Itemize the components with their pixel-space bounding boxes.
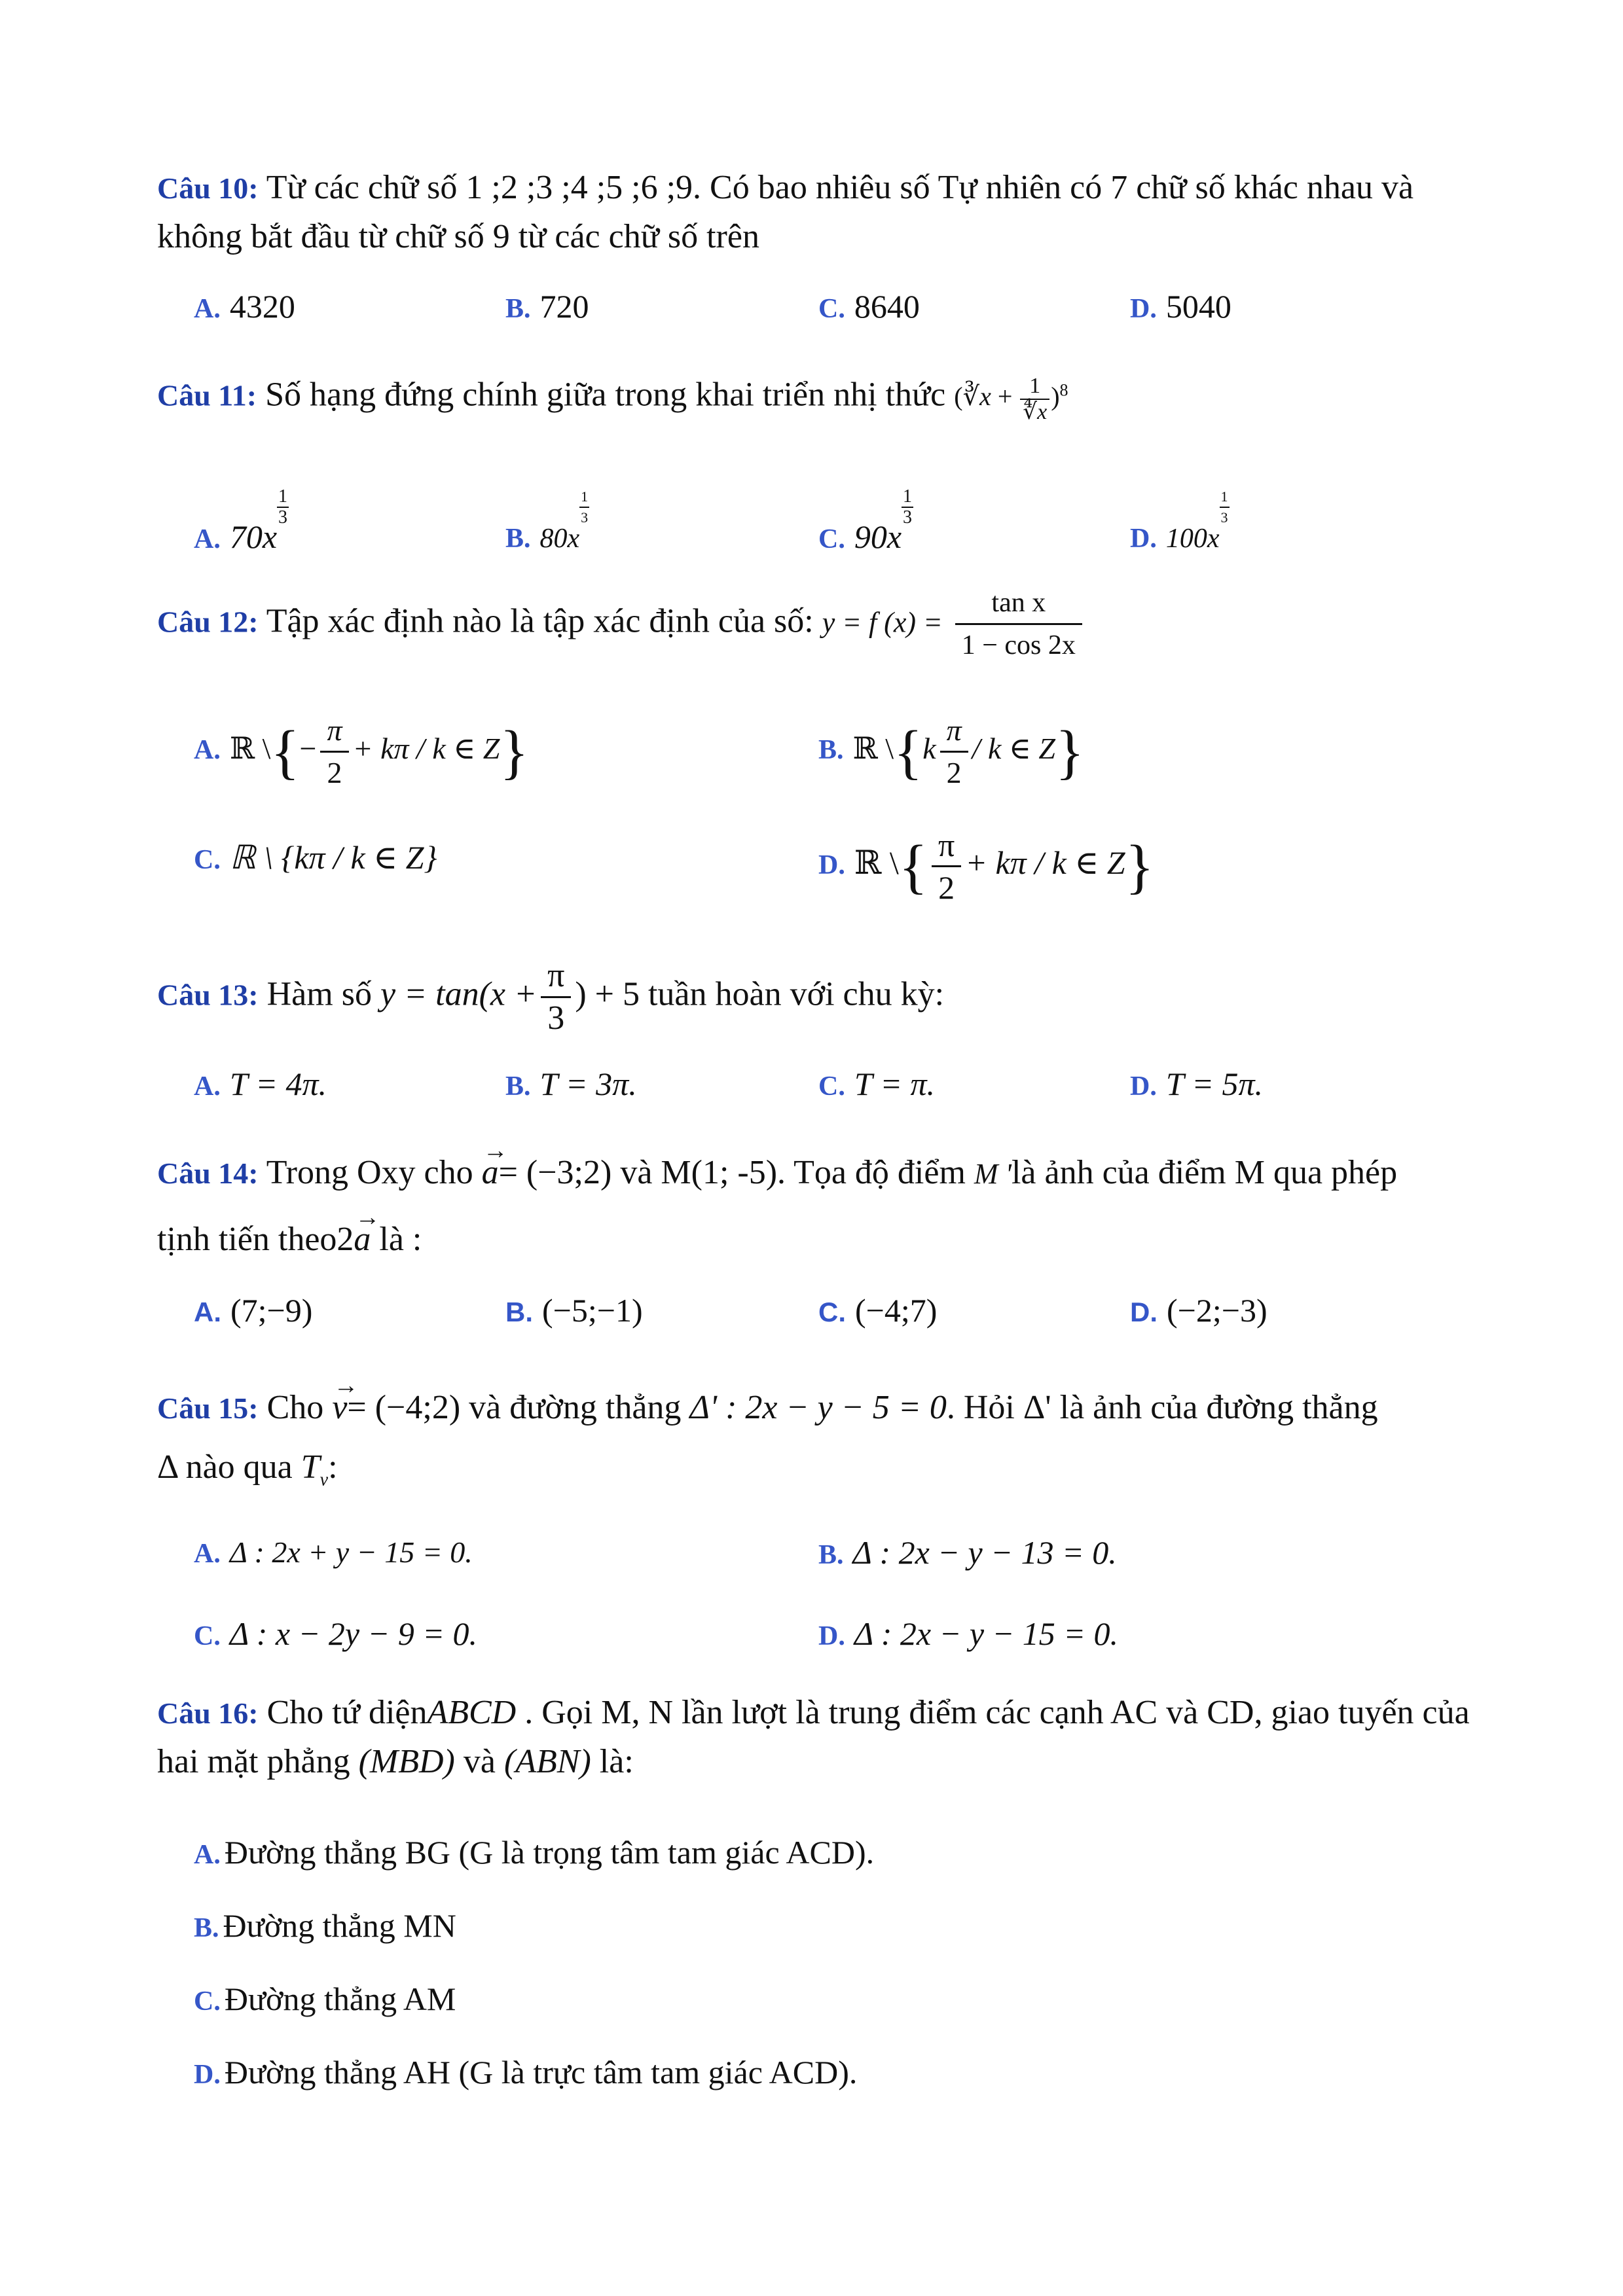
option-b: B. 80x $\frac{1}{3}$ [505, 488, 589, 554]
vector-v: → v [332, 1372, 359, 1426]
option-a: A. (7;−9) [194, 1292, 313, 1329]
option-d: D. Đường thẳng AH (G là trực tâm tam giác ACD). [194, 2054, 858, 2090]
option-d: D. 5040 [1130, 288, 1231, 325]
option-a: A. Đường thẳng BG (G là trọng tâm tam giác ACD). [194, 1834, 875, 1871]
option-a: A. Δ : 2x + y − 15 = 0. [194, 1535, 473, 1569]
question-text: Tập xác định nào là tập xác định của số: [266, 602, 814, 640]
question-label: Câu 14: [157, 1157, 259, 1190]
question-label: Câu 11: [157, 378, 257, 412]
question-label: Câu 12: [157, 605, 259, 639]
option-a: A. 70x $\frac{1}{3}$ [194, 486, 288, 555]
option-c: C. 90x $\frac{1}{3}$ [818, 486, 913, 555]
option-b: B. (−5;−1) [505, 1292, 643, 1329]
option-c: C. T = π. [818, 1066, 936, 1102]
question-15: Câu 15: Cho → v= (−4;2) và đường thẳng Δ' : 2x − y − 5 = 0. Hỏi Δ' là ảnh của đường thẳng Δ nào qua $T_v$: [157, 1372, 1378, 1490]
option-b: B. Đường thẳng MN [194, 1907, 456, 1944]
option-c: C. (−4;7) [818, 1292, 938, 1329]
option-c: C. Đường thẳng AM [194, 1981, 456, 2017]
question-text: Từ các chữ số 1 ;2 ;3 ;4 ;5 ;6 ;9. Có bao nhiêu số Tự nhiên có 7 chữ số khác nhau và không bắt đầu từ chữ số 9 từ các chữ số trên [157, 169, 1414, 255]
option-d: D. T = 5π. [1130, 1066, 1264, 1102]
question-14: Câu 14: Trong Oxy cho → a= (−3;2) và M(1; -5). Tọa độ điểm M 'là ảnh của điểm M qua phép tịnh tiến theo2 → a là : [157, 1140, 1493, 1272]
option-a: A. ℝ \{− $\frac{\pi}{2}$ + kπ / k ∈ Z} [194, 710, 529, 793]
option-a: A. T = 4π. [194, 1066, 327, 1102]
question-text: Số hạng đứng chính giữa trong khai triển nhị thức [265, 376, 946, 414]
binomial-formula: (∛x + $\frac{1}{∜x}$ )$^8$ [954, 374, 1068, 425]
option-b: B. Δ : 2x − y − 13 = 0. [818, 1534, 1117, 1571]
vector-a: → a [354, 1204, 380, 1258]
question-label: Câu 13: [157, 978, 259, 1012]
question-label: Câu 10: [157, 171, 259, 205]
fraction: $\frac{\text{tan x}}{1 - \cos 2x}$ [955, 583, 1082, 666]
option-d: D. Δ : 2x − y − 15 = 0. [818, 1615, 1119, 1652]
question-11 [157, 367, 1493, 425]
option-b: B. ℝ \{k $\frac{\pi}{2}$ / k ∈ Z} [818, 710, 1084, 793]
question-label: Câu 15: [157, 1391, 259, 1425]
question-10 [157, 164, 1493, 261]
option-a: A. 4320 [194, 288, 295, 325]
option-b: B. 720 [505, 288, 589, 325]
option-b: B. T = 3π. [505, 1066, 637, 1102]
option-d: D. 100x $\frac{1}{3}$ [1130, 488, 1228, 554]
vector-a: → a [481, 1137, 508, 1191]
option-d: D. ℝ \{ $\frac{\pi}{2}$ + kπ / k ∈ Z} [818, 825, 1154, 908]
option-d: D. (−2;−3) [1130, 1292, 1267, 1329]
option-c: C. ℝ \ {kπ / k ∈ Z} [194, 839, 437, 876]
question-13: Câu 13: Hàm số y = tan(x + $\frac{\pi}{3}$ ) + 5 tuần hoàn với chu kỳ: [157, 957, 945, 1037]
question-label: Câu 16: [157, 1696, 259, 1730]
question-16: Câu 16: Cho tứ diệnABCD . Gọi M, N lần lượt là trung điểm các cạnh AC và CD, giao tuyến của hai mặt phẳng (MBD) và (ABN) là: [157, 1694, 1470, 1780]
option-c: C. 8640 [818, 288, 920, 325]
question-12: Câu 12: Tập xác định nào là tập xác định của số: y = f (x) = $\frac{\text{tan x}}{1 - \cos 2x}$ [157, 583, 1493, 666]
option-c: C. Δ : x − 2y − 9 = 0. [194, 1615, 478, 1652]
